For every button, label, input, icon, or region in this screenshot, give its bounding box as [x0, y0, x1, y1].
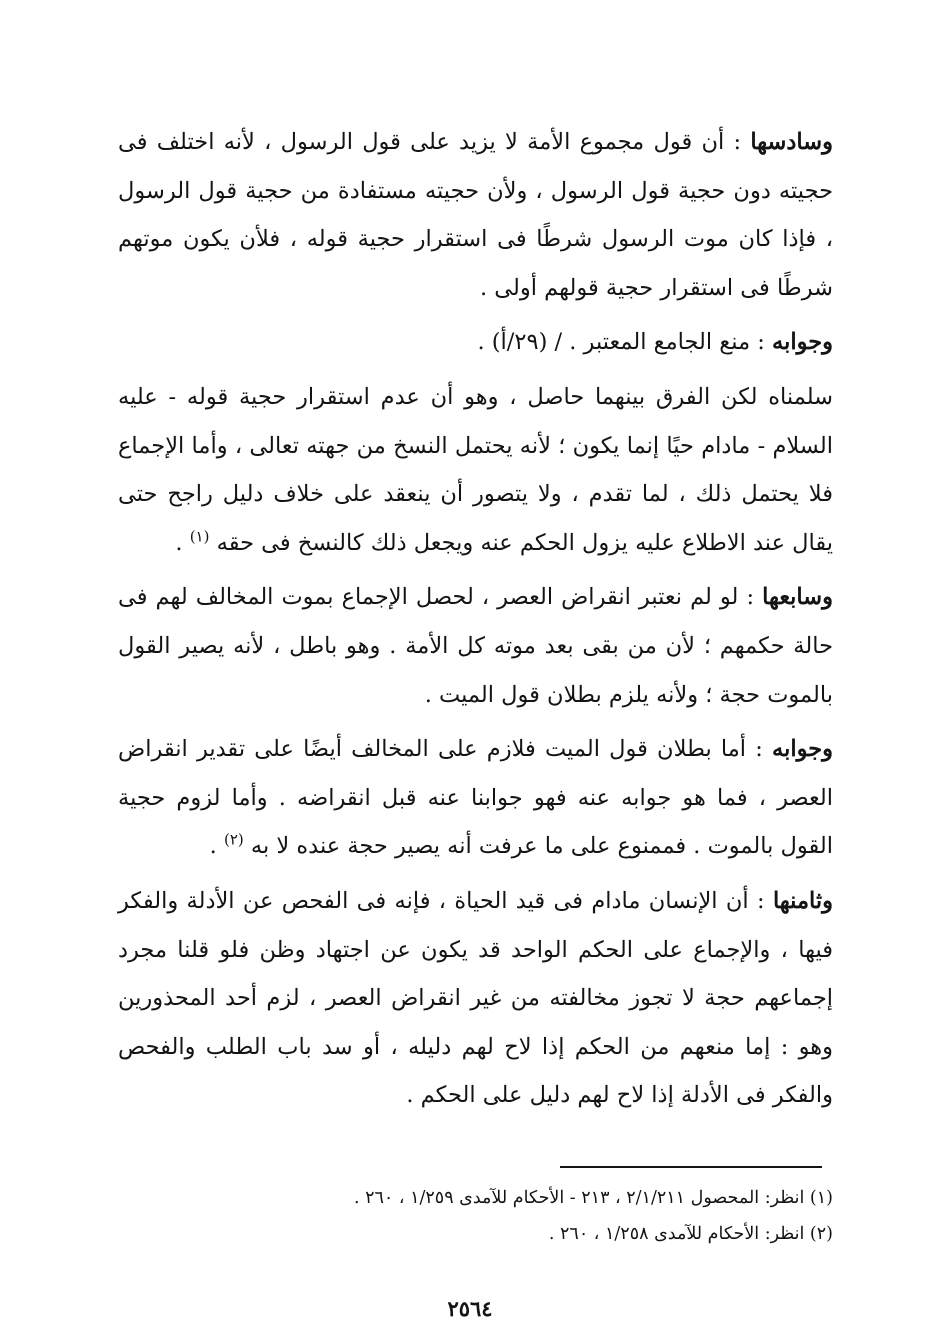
paragraph-answer-1 [118, 318, 833, 367]
paragraph-text: : أن الإنسان مادام فى قيد الحياة ، فإنه فى الفحص عن الأدلة والفكر فيها ، والإجماع على الحكم الواحد قد يكون عن اجتهاد وظن فلو قلنا مجرد إجماعهم حجة لا تجوز مخالفته من غير انقراض العصر ، لزم أحد المحذورين وهو : إما منعهم من الحكم إذا لاح لهم دليله ، أو سد باب الطلب والفحص والفكر فى الأدلة إذا لاح لهم دليل على الحكم . [118, 887, 833, 1109]
paragraph-text: : أما بطلان قول الميت فلازم على المخالف أيضًا على تقدير انقراض العصر ، فما هو جوابه عنه فهو جوابنا عنه قبل انقراضه . وأما لزوم حجية القول بالموت . فممنوع على ما عرفت أنه يصير حجة عنده لا به [118, 736, 833, 860]
paragraph-answer-2 [118, 725, 833, 871]
paragraph-lead: وسادسها [750, 129, 833, 155]
paragraph-sixth-argument [118, 118, 833, 312]
footnote-2: (٢) انظر: الأحكام للآمدى ١/٢٥٨ ، ٢٦٠ . [548, 1224, 833, 1244]
paragraph-lead: وجوابه [772, 736, 833, 763]
paragraph-seventh-argument [118, 573, 833, 719]
paragraph-text: : أن قول مجموع الأمة لا يزيد على قول الرسول ، لأنه اختلف فى حجيته دون حجية قول الرسول ، ولأن حجيته مستفادة من حجية قول الرسول ، فإذا كان موت الرسول شرطًا فى استقرار حجية قوله ، فلأن يكون موتهم شرطًا فى استقرار حجية قولهم أولى . [118, 129, 833, 301]
paragraph-lead: وثامنها [772, 887, 833, 914]
paragraph-text: : لو لم نعتبر انقراض العصر ، لحصل الإجماع بموت المخالف لهم فى حالة حكمهم ؛ لأن من بقى بعد موته كل الأمة . وهو باطل ، لأنه يصير القول بالموت حجة ؛ ولأنه يلزم بطلان قول الميت . [118, 584, 833, 708]
footnotes [118, 1180, 833, 1252]
paragraph-concession [118, 373, 833, 567]
main-text [118, 118, 833, 1126]
paragraph-tail: . [175, 529, 190, 556]
paragraph-eighth-argument [118, 877, 833, 1120]
footnote-divider [560, 1166, 822, 1168]
paragraph-lead: وسابعها [762, 584, 834, 611]
paragraph-text: : منع الجامع المعتبر . / (٢٩/أ) . [477, 329, 765, 356]
footnote-1: (١) انظر: المحصول ٢/١/٢١١ ، ٢١٣ - الأحكام للآمدى ١/٢٥٩ ، ٢٦٠ . [353, 1188, 833, 1208]
footnote-ref-2[interactable]: (٢) [223, 830, 244, 849]
page-number: ٢٥٦٤ [447, 1296, 493, 1321]
footnote-ref-1[interactable]: (١) [189, 527, 210, 546]
paragraph-tail: . [209, 833, 224, 860]
paragraph-text: سلمناه لكن الفرق بينهما حاصل ، وهو أن عدم استقرار حجية قوله - عليه السلام - مادام حيًا إنما يكون ؛ لأنه يحتمل النسخ من جهته تعالى ، وأما الإجماع فلا يحتمل ذلك ، لما تقدم ، ولا يتصور أن ينعقد على خلاف دليل راجح حتى يقال عند الاطلاع عليه يزول الحكم عنه ويجعل ذلك كالنسخ فى حقه [118, 383, 833, 556]
paragraph-lead: وجوابه [772, 329, 833, 356]
